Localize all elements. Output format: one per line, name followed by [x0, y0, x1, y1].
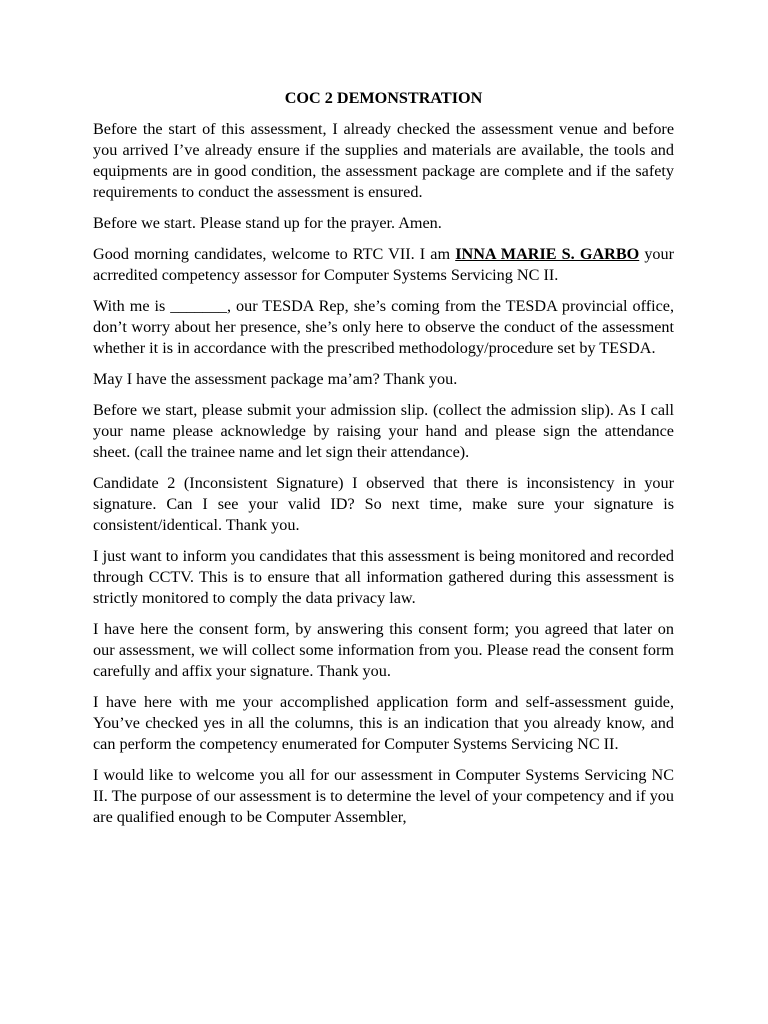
greeting-text-before: Good morning candidates, welcome to RTC VII. I am — [93, 245, 456, 263]
paragraph-application-form: I have here with me your accomplished application form and self-assessment guide, You’ve checked yes in all the columns, this is an indication that you already know, and can perform the competency enumerated for Computer Systems Servicing NC II. — [93, 693, 674, 753]
paragraph-inconsistent-signature: Candidate 2 (Inconsistent Signature) I observed that there is inconsistency in your signature. Can I see your valid ID? So next time, make sure your signature is consistent/identical. Thank you. — [93, 474, 674, 534]
paragraph-consent-form: I have here the consent form, by answering this consent form; you agreed that later on our assessment, we will collect some information from you. Please read the consent form carefully and affix your signature. Thank you. — [93, 620, 674, 680]
assessor-name: INNA MARIE S. GARBO — [455, 245, 640, 263]
paragraph-welcome: I would like to welcome you all for our assessment in Computer Systems Servicing NC II. The purpose of our assessment is to determine the level of your competency and if you are qualified enough to be Computer Assembler, — [93, 766, 674, 826]
paragraph-cctv-notice: I just want to inform you candidates that this assessment is being monitored and recorded through CCTV. This is to ensure that all information gathered during this assessment is strictly monitored to comply the data privacy law. — [93, 547, 674, 607]
document-title: COC 2 DEMONSTRATION — [284, 89, 483, 107]
paragraph-greeting — [93, 244, 674, 286]
paragraph-assessment-package: May I have the assessment package ma’am? Thank you. — [93, 370, 458, 388]
paragraph-prayer: Before we start. Please stand up for the prayer. Amen. — [93, 214, 442, 232]
paragraph-tesda-rep: With me is _______, our TESDA Rep, she’s coming from the TESDA provincial office, don’t worry about her presence, she’s only here to observe the conduct of the assessment whether it is in accordance with the prescribed methodology/procedure set by TESDA. — [93, 297, 674, 357]
paragraph-venue-check: Before the start of this assessment, I already checked the assessment venue and before you arrived I’ve already ensure if the supplies and materials are available, the tools and equipments are in good condition, the assessment package are complete and if the safety requirements to conduct the assessment is ensured. — [93, 120, 674, 201]
document-body — [93, 88, 674, 838]
greeting-text-after: your acrredited competency assessor for Computer Systems Servicing NC II. — [93, 245, 675, 284]
paragraph-admission-slip: Before we start, please submit your admission slip. (collect the admission slip). As I call your name please acknowledge by raising your hand and please sign the attendance sheet. (call the trainee name and let sign their attendance). — [93, 401, 674, 461]
